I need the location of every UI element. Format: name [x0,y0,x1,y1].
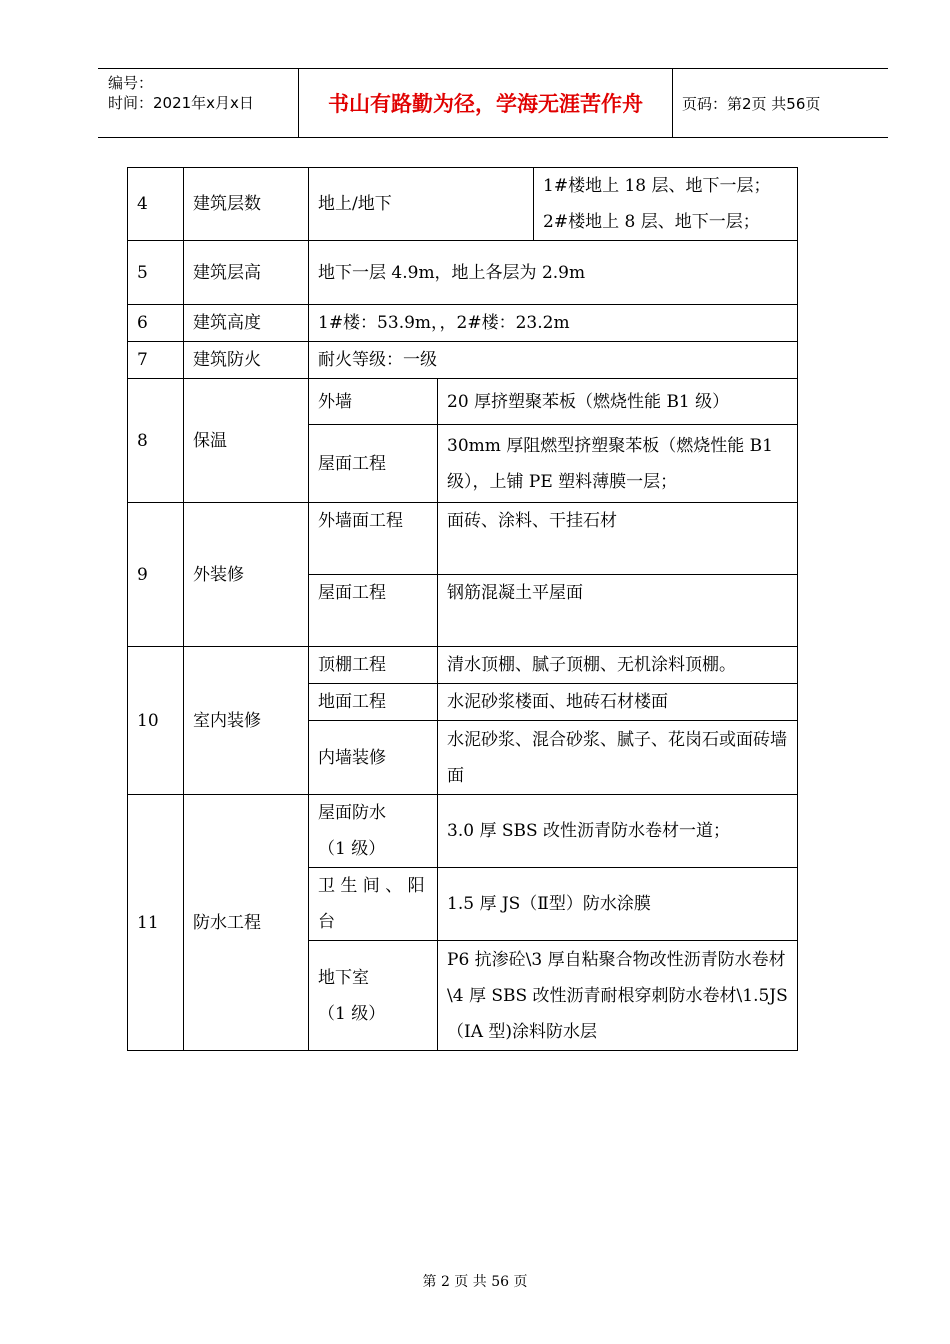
row-value: 面砖、涂料、干挂石材 [438,503,798,575]
table-row [128,503,798,575]
header-divider [672,69,673,137]
row-item: 建筑防火 [184,342,309,379]
sub-item-line: 屋面防水 [318,803,386,823]
row-item: 室内装修 [184,647,309,795]
table-row [128,305,798,342]
row-sub-item: 地上/地下 [309,168,534,241]
row-sub-item [309,941,438,1051]
sub-item-line: 地下室 [318,967,369,988]
row-item: 建筑层数 [184,168,309,241]
row-item: 建筑层高 [184,241,309,305]
row-value: 水泥砂浆、混合砂浆、腻子、花岗石或面砖墙面 [438,721,798,795]
time-label: 时间：2021年x月x日 [108,94,254,112]
row-value: 20 厚挤塑聚苯板（燃烧性能 B1 级） [438,379,798,425]
row-value: 水泥砂浆楼面、地砖石材楼面 [438,684,798,721]
row-item: 防水工程 [184,795,309,1051]
row-sub-item: 地面工程 [309,684,438,721]
value-line: 1#楼地上 18 层、地下一层； [543,176,771,196]
row-number: 6 [128,305,184,342]
table-row [128,342,798,379]
header-motto: 书山有路勤为径，学海无涯苦作舟 [328,92,643,116]
row-sub-item: 卫 生 间 、 阳台 [309,868,438,941]
row-value: 1.5 厚 JS（Ⅱ型）防水涂膜 [438,868,798,941]
row-value: 钢筋混凝土平屋面 [438,575,798,647]
row-value: 地下一层 4.9m，地上各层为 2.9m [309,241,798,305]
code-label: 编号： [108,74,154,92]
page-footer: 第 2 页 共 56 页 [422,1274,528,1290]
value-line: 2#楼地上 8 层、地下一层； [543,212,760,232]
row-item: 建筑高度 [184,305,309,342]
row-sub-item: 外墙 [309,379,438,425]
row-number: 7 [128,342,184,379]
row-sub-item: 屋面工程 [309,575,438,647]
row-value: 1#楼：53.9m，，2#楼：23.2m [309,305,798,342]
row-value: 耐火等级：一级 [309,342,798,379]
table-row [128,647,798,684]
table-row [128,168,798,241]
row-number: 9 [128,503,184,647]
row-number: 5 [128,241,184,305]
row-sub-item: 内墙装修 [309,721,438,795]
row-number: 8 [128,379,184,503]
row-number: 10 [128,647,184,795]
sub-item-line: （1 级） [318,1003,386,1024]
row-value: 清水顶棚、腻子顶棚、无机涂料顶棚。 [438,647,798,684]
sub-item-line: （1 级） [318,839,386,859]
header-meta [108,73,298,113]
row-value [534,168,798,241]
row-item: 外装修 [184,503,309,647]
page-header [98,68,888,138]
row-item: 保温 [184,379,309,503]
row-value: 30mm 厚阻燃型挤塑聚苯板（燃烧性能 B1 级），上铺 PE 塑料薄膜一层； [438,425,798,503]
row-number: 11 [128,795,184,1051]
row-value: 3.0 厚 SBS 改性沥青防水卷材一道； [438,795,798,868]
row-sub-item: 屋面工程 [309,425,438,503]
spec-table [127,167,798,1051]
table-row [128,795,798,868]
header-page-info: 页码：第2页 共56页 [682,94,821,113]
table-row [128,241,798,305]
row-value: P6 抗渗砼\3 厚自粘聚合物改性沥青防水卷材\4 厚 SBS 改性沥青耐根穿刺防水卷材\1.5JS（IA 型)涂料防水层 [438,941,798,1051]
row-sub-item: 顶棚工程 [309,647,438,684]
row-sub-item: 外墙面工程 [309,503,438,575]
row-number: 4 [128,168,184,241]
table-row [128,379,798,425]
row-sub-item [309,795,438,868]
